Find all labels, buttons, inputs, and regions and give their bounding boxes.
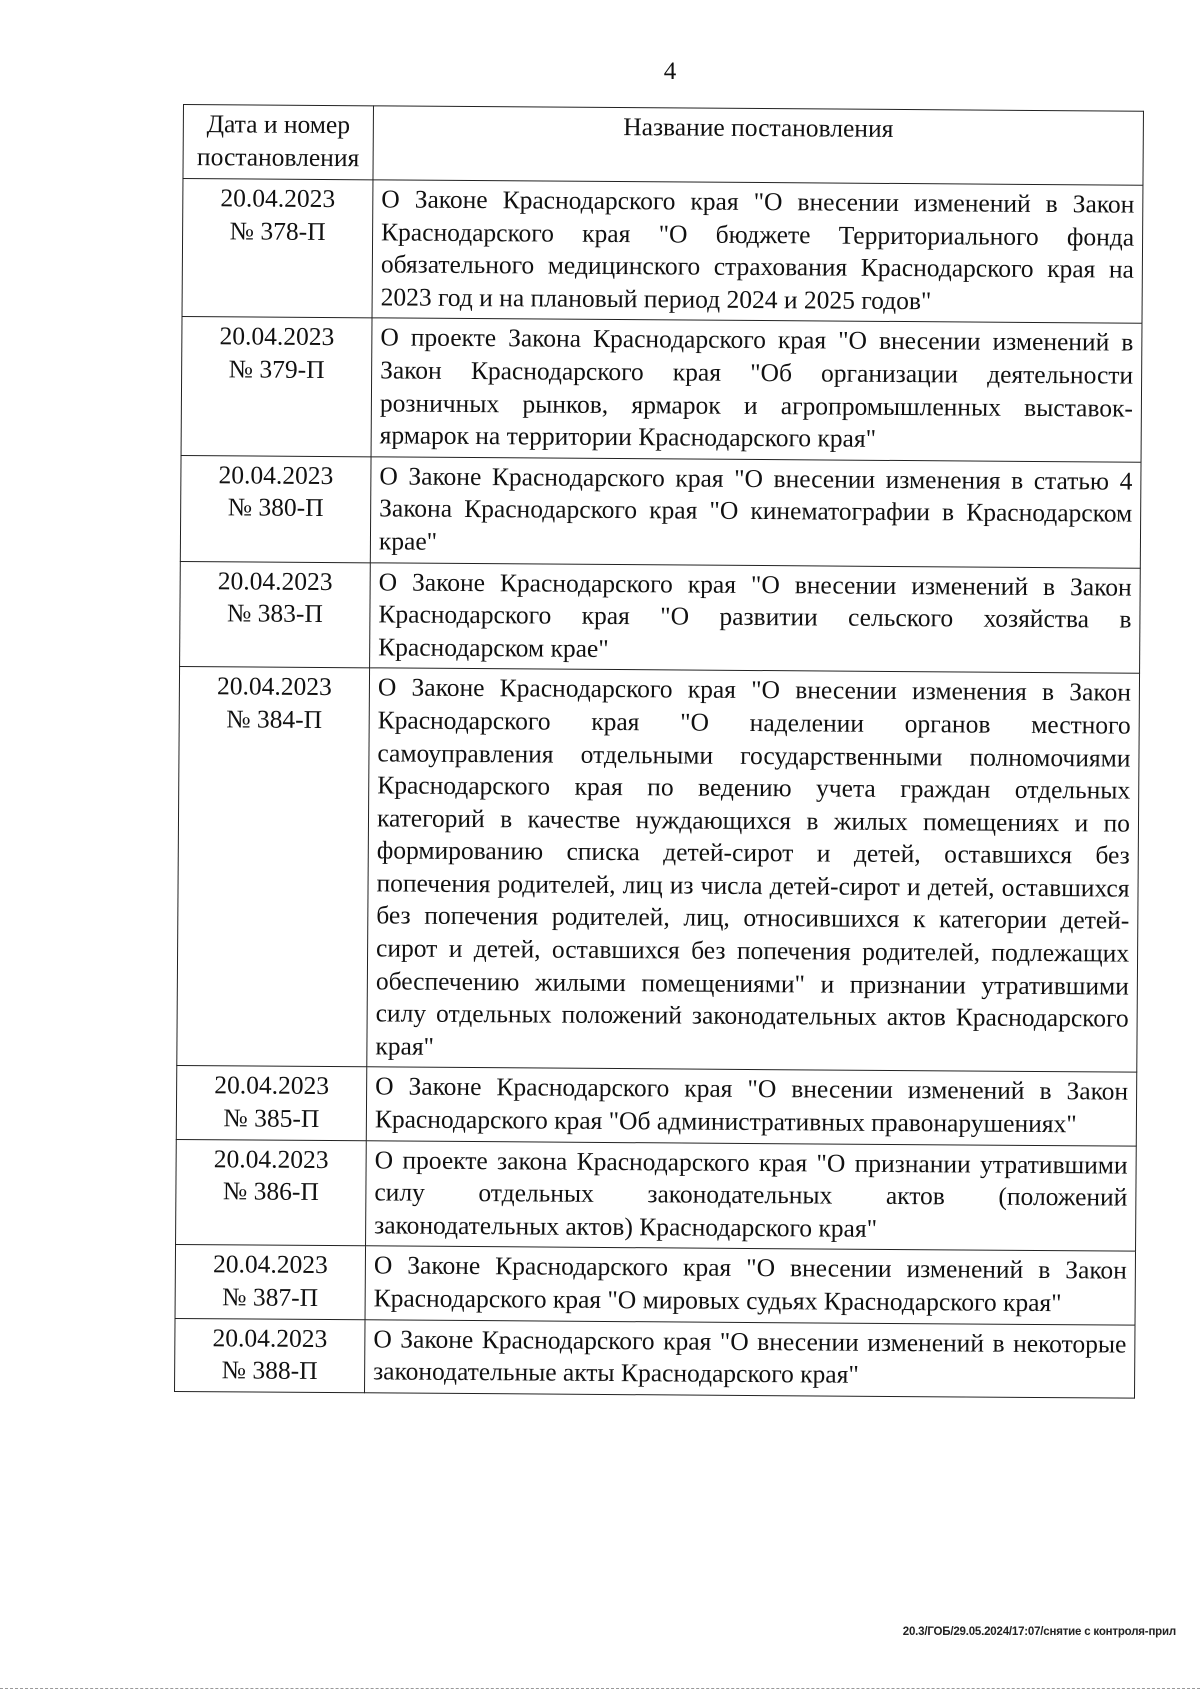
decree-date: 20.04.2023: [212, 1249, 328, 1280]
date-cell: [182, 179, 373, 319]
date-cell: [177, 667, 370, 1067]
table-row: [176, 1139, 1137, 1251]
footer-stamp: 20.3/ГОБ/29.05.2024/17:07/снятие с контроля-прил: [902, 1626, 1176, 1638]
table-row: [182, 179, 1143, 324]
decree-title: О Законе Краснодарского края "О внесении изменений в Закон Краснодарского края "О бюджете Территориального фонда обязательного медицинского страхования Краснодарского края на 2023 год и на плановый период 2024 и 2025 годов": [372, 180, 1143, 324]
decree-title: О Законе Краснодарского края "О внесении изменений в Закон Краснодарского края "О развитии сельского хозяйства в Краснодарском крае": [370, 562, 1141, 673]
decree-number: № 387-П: [222, 1282, 319, 1312]
decree-date: 20.04.2023: [218, 460, 334, 490]
decrees-table: [174, 104, 1144, 1398]
decree-date: 20.04.2023: [214, 1070, 330, 1101]
table-header-row: [183, 105, 1143, 186]
decree-date: 20.04.2023: [213, 1143, 329, 1174]
decree-date: 20.04.2023: [212, 1322, 328, 1353]
header-title: Название постановления: [373, 106, 1143, 185]
header-date-number: Дата и номер постановления: [183, 105, 374, 180]
table-row: [175, 1318, 1135, 1398]
table-row: [180, 561, 1141, 673]
decree-number: № 386-П: [222, 1176, 319, 1207]
table-row: [180, 455, 1141, 567]
table-row: [177, 667, 1140, 1073]
table-row: [175, 1245, 1135, 1325]
page-number: 4: [663, 58, 677, 85]
table-row: [176, 1066, 1136, 1146]
decree-date: 20.04.2023: [220, 183, 336, 214]
decree-number: № 385-П: [223, 1103, 320, 1134]
decree-number: № 379-П: [228, 354, 325, 384]
table-row: [181, 317, 1142, 462]
date-cell: [175, 1318, 366, 1393]
decree-number: № 380-П: [227, 492, 324, 523]
decree-title: О Законе Краснодарского края "О внесении изменений в Закон Краснодарского края "О мировых судьях Краснодарского края": [365, 1246, 1135, 1325]
decree-title: О проекте Закона Краснодарского края "О внесении изменений в Закон Краснодарского края "Об организации деятельности розничных рынков, ярмарок и агропромышленных выставок-ярмарок на территории Краснодарского края": [371, 318, 1142, 462]
decree-title: О Законе Краснодарского края "О внесении изменений в некоторые законодательные акты Краснодарского края": [365, 1319, 1135, 1398]
scan-edge-divider: [0, 1688, 1200, 1689]
decree-date: 20.04.2023: [219, 321, 335, 352]
decree-number: № 383-П: [226, 598, 323, 629]
decree-number: № 384-П: [226, 704, 323, 734]
decree-title: О Законе Краснодарского края "О внесении изменений в Закон Краснодарского края "Об административных правонарушениях": [366, 1067, 1136, 1146]
date-cell: [180, 561, 371, 668]
date-cell: [176, 1066, 367, 1141]
decree-title: О проекте закона Краснодарского края "О признании утратившими силу отдельных законодательных актов (положений законодательных актов) Краснодарского края": [366, 1140, 1137, 1251]
date-cell: [176, 1139, 367, 1246]
decree-number: № 388-П: [221, 1355, 318, 1386]
date-cell: [180, 455, 371, 562]
decree-date: 20.04.2023: [217, 565, 333, 596]
decree-title: О Законе Краснодарского края "О внесении изменения в Закон Краснодарского края "О наделении органов местного самоуправления отдельными государственными полномочиями Краснодарского края по ведению учета граждан отдельных категорий в качестве нуждающихся в жилых помещениях и по формированию списка детей-сирот и детей, оставшихся без попечения родителей, лиц из числа детей-сирот и детей, оставшихся без попечения родителей, лиц, относившихся к категории детей-сирот и детей, оставшихся без попечения родителей, подлежащих обеспечению жилыми помещениями" и признании утратившими силу отдельных положений законодательных актов Краснодарского края": [367, 668, 1140, 1072]
decree-date: 20.04.2023: [216, 671, 332, 702]
decree-title: О Законе Краснодарского края "О внесении изменения в статью 4 Закона Краснодарского края "О кинематографии в Краснодарском крае": [370, 457, 1141, 568]
date-cell: [181, 317, 372, 457]
decree-number: № 378-П: [229, 215, 326, 246]
date-cell: [175, 1245, 366, 1320]
